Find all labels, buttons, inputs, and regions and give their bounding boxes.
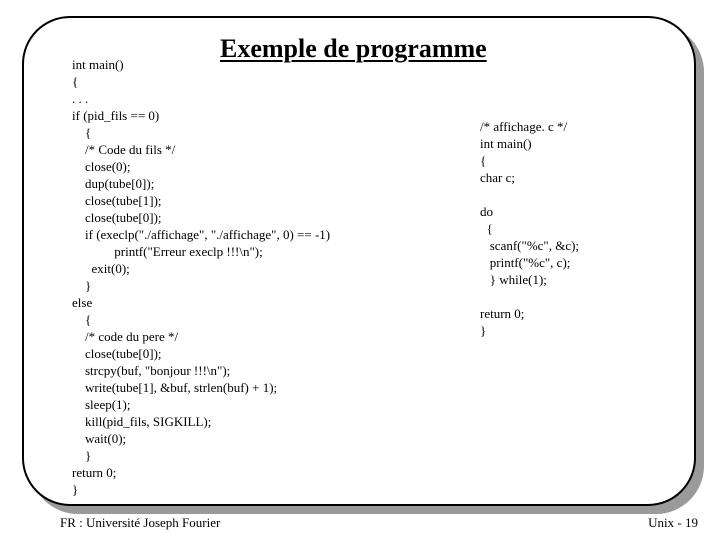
code-line: if (execlp("./affichage", "./affichage", 0) == -1) xyxy=(72,227,331,242)
code-line: /* code du pere */ xyxy=(72,329,179,344)
affichage-program-code xyxy=(480,118,579,339)
code-line: . . . xyxy=(72,91,89,106)
footer-institution: FR : Université Joseph Fourier xyxy=(60,515,221,530)
code-line: dup(tube[0]); xyxy=(72,176,155,191)
code-line: do xyxy=(480,204,493,219)
code-line: else xyxy=(72,295,93,310)
code-line: close(0); xyxy=(72,159,131,174)
code-line: close(tube[0]); xyxy=(72,346,162,361)
code-line: { xyxy=(72,125,92,140)
code-line: exit(0); xyxy=(72,261,130,276)
code-line: sleep(1); xyxy=(72,397,131,412)
code-line: return 0; xyxy=(480,306,525,321)
slide-title: Exemple de programme xyxy=(220,34,487,63)
code-line: } xyxy=(72,448,92,463)
code-line: wait(0); xyxy=(72,431,127,446)
code-line: } xyxy=(480,323,487,338)
code-line: { xyxy=(72,74,79,89)
code-line: printf("%c", c); xyxy=(480,255,571,270)
code-line: close(tube[0]); xyxy=(72,210,162,225)
code-line: } xyxy=(72,278,92,293)
main-program-code xyxy=(72,56,330,498)
code-line: { xyxy=(480,153,487,168)
code-line: { xyxy=(480,221,493,236)
code-line: { xyxy=(72,312,92,327)
code-line: write(tube[1], &buf, strlen(buf) + 1); xyxy=(72,380,278,395)
code-line: } xyxy=(72,482,79,497)
code-line: return 0; xyxy=(72,465,117,480)
footer-page-number: Unix - 19 xyxy=(648,515,698,530)
code-line xyxy=(480,186,579,203)
code-line: char c; xyxy=(480,170,516,185)
code-line: /* affichage. c */ xyxy=(480,119,568,134)
code-line: scanf("%c", &c); xyxy=(480,238,580,253)
code-line: } while(1); xyxy=(480,272,547,287)
code-line: int main() xyxy=(480,136,532,151)
code-line: kill(pid_fils, SIGKILL); xyxy=(72,414,212,429)
code-line: close(tube[1]); xyxy=(72,193,162,208)
code-line: if (pid_fils == 0) xyxy=(72,108,160,123)
code-line: printf("Erreur execlp !!!\n"); xyxy=(72,244,263,259)
code-line xyxy=(480,288,579,305)
code-line: int main() xyxy=(72,57,124,72)
code-line: /* Code du fils */ xyxy=(72,142,176,157)
code-line: strcpy(buf, "bonjour !!!\n"); xyxy=(72,363,231,378)
